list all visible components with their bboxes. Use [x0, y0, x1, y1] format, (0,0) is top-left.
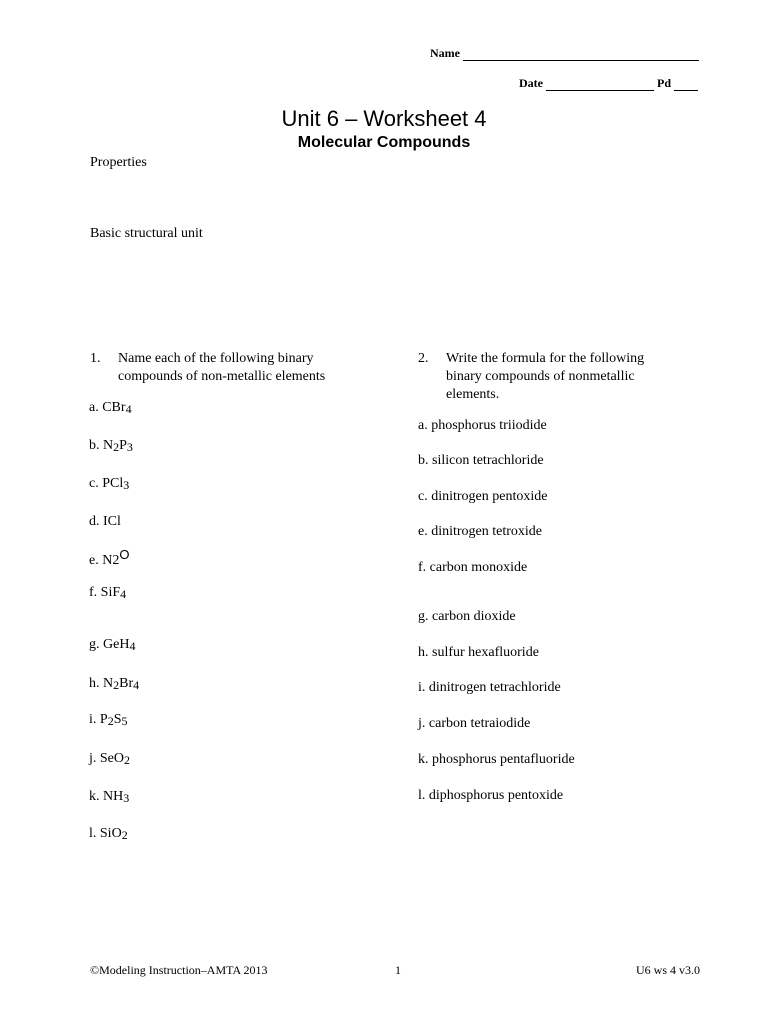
- q1-item-i: i. $P_2S_5$: [89, 712, 128, 728]
- question-2-line2: binary compounds of nonmetallic: [446, 369, 635, 384]
- date-label: Date: [519, 76, 543, 90]
- q2-item-e: e. dinitrogen tetroxide: [418, 524, 543, 539]
- q1-item-c: c. PCl$_3$: [89, 476, 130, 492]
- footer-page-number: 1: [395, 963, 401, 977]
- q1-item-f: f. SiF$_4$: [89, 585, 127, 601]
- page-subtitle: Molecular Compounds: [297, 134, 471, 151]
- question-2-text: [446, 350, 644, 404]
- structural-unit-label: Basic structural unit: [90, 226, 203, 241]
- q1-item-l: l. SiO$_2$: [89, 826, 128, 842]
- q2-item-b: b. silicon tetrachloride: [418, 453, 544, 468]
- q2-item-a: a. phosphorus triiodide: [418, 418, 547, 433]
- question-2: [418, 350, 644, 404]
- pd-label: Pd: [657, 76, 672, 90]
- q1-item-e: e. $N2^O$: [89, 547, 130, 568]
- footer-version: U6 ws 4 v3.0: [635, 963, 700, 977]
- q2-item-f: f. carbon monoxide: [418, 560, 528, 575]
- q1-item-h: h. $N_2Br_4$: [89, 676, 140, 692]
- name-line: [463, 46, 699, 61]
- question-1-line2: compounds of non-metallic elements: [118, 369, 326, 384]
- pd-line: [674, 76, 698, 91]
- name-label: Name: [430, 46, 460, 60]
- question-2-number: 2.: [418, 351, 429, 366]
- q1-item-g: g. GeH$_4$: [89, 637, 136, 653]
- question-1: [90, 350, 325, 386]
- q1-item-a: a. CBr$_4$: [89, 400, 132, 416]
- question-1-number: 1.: [90, 351, 101, 366]
- date-field: [519, 76, 698, 91]
- q1-item-d: d. ICl: [89, 514, 121, 529]
- name-field: [430, 46, 699, 61]
- date-line: [546, 76, 654, 91]
- properties-label: Properties: [90, 155, 147, 170]
- page-title: Unit 6 – Worksheet 4: [281, 106, 487, 131]
- q2-item-c: c. dinitrogen pentoxide: [418, 489, 548, 504]
- footer-copyright: ©Modeling Instruction–AMTA 2013: [90, 963, 268, 977]
- q2-item-j: j. carbon tetraiodide: [418, 716, 531, 731]
- q2-item-h: h. sulfur hexafluoride: [418, 645, 539, 660]
- q1-item-j: j. SeO$_2$: [89, 751, 130, 767]
- q1-item-b: b. $N_2P_3$: [89, 438, 133, 454]
- q1-item-k: k. $NH_3$: [89, 789, 130, 805]
- q2-item-i: i. dinitrogen tetrachloride: [418, 680, 561, 695]
- q2-item-g: g. carbon dioxide: [418, 609, 516, 624]
- question-1-line1: Name each of the following binary: [118, 351, 314, 366]
- question-2-line1: Write the formula for the following: [446, 351, 645, 366]
- question-1-text: [118, 350, 325, 386]
- q2-item-k: k. phosphorus pentafluoride: [418, 752, 575, 767]
- q2-item-l: l. diphosphorus pentoxide: [418, 788, 564, 803]
- question-2-line3: elements.: [446, 387, 500, 402]
